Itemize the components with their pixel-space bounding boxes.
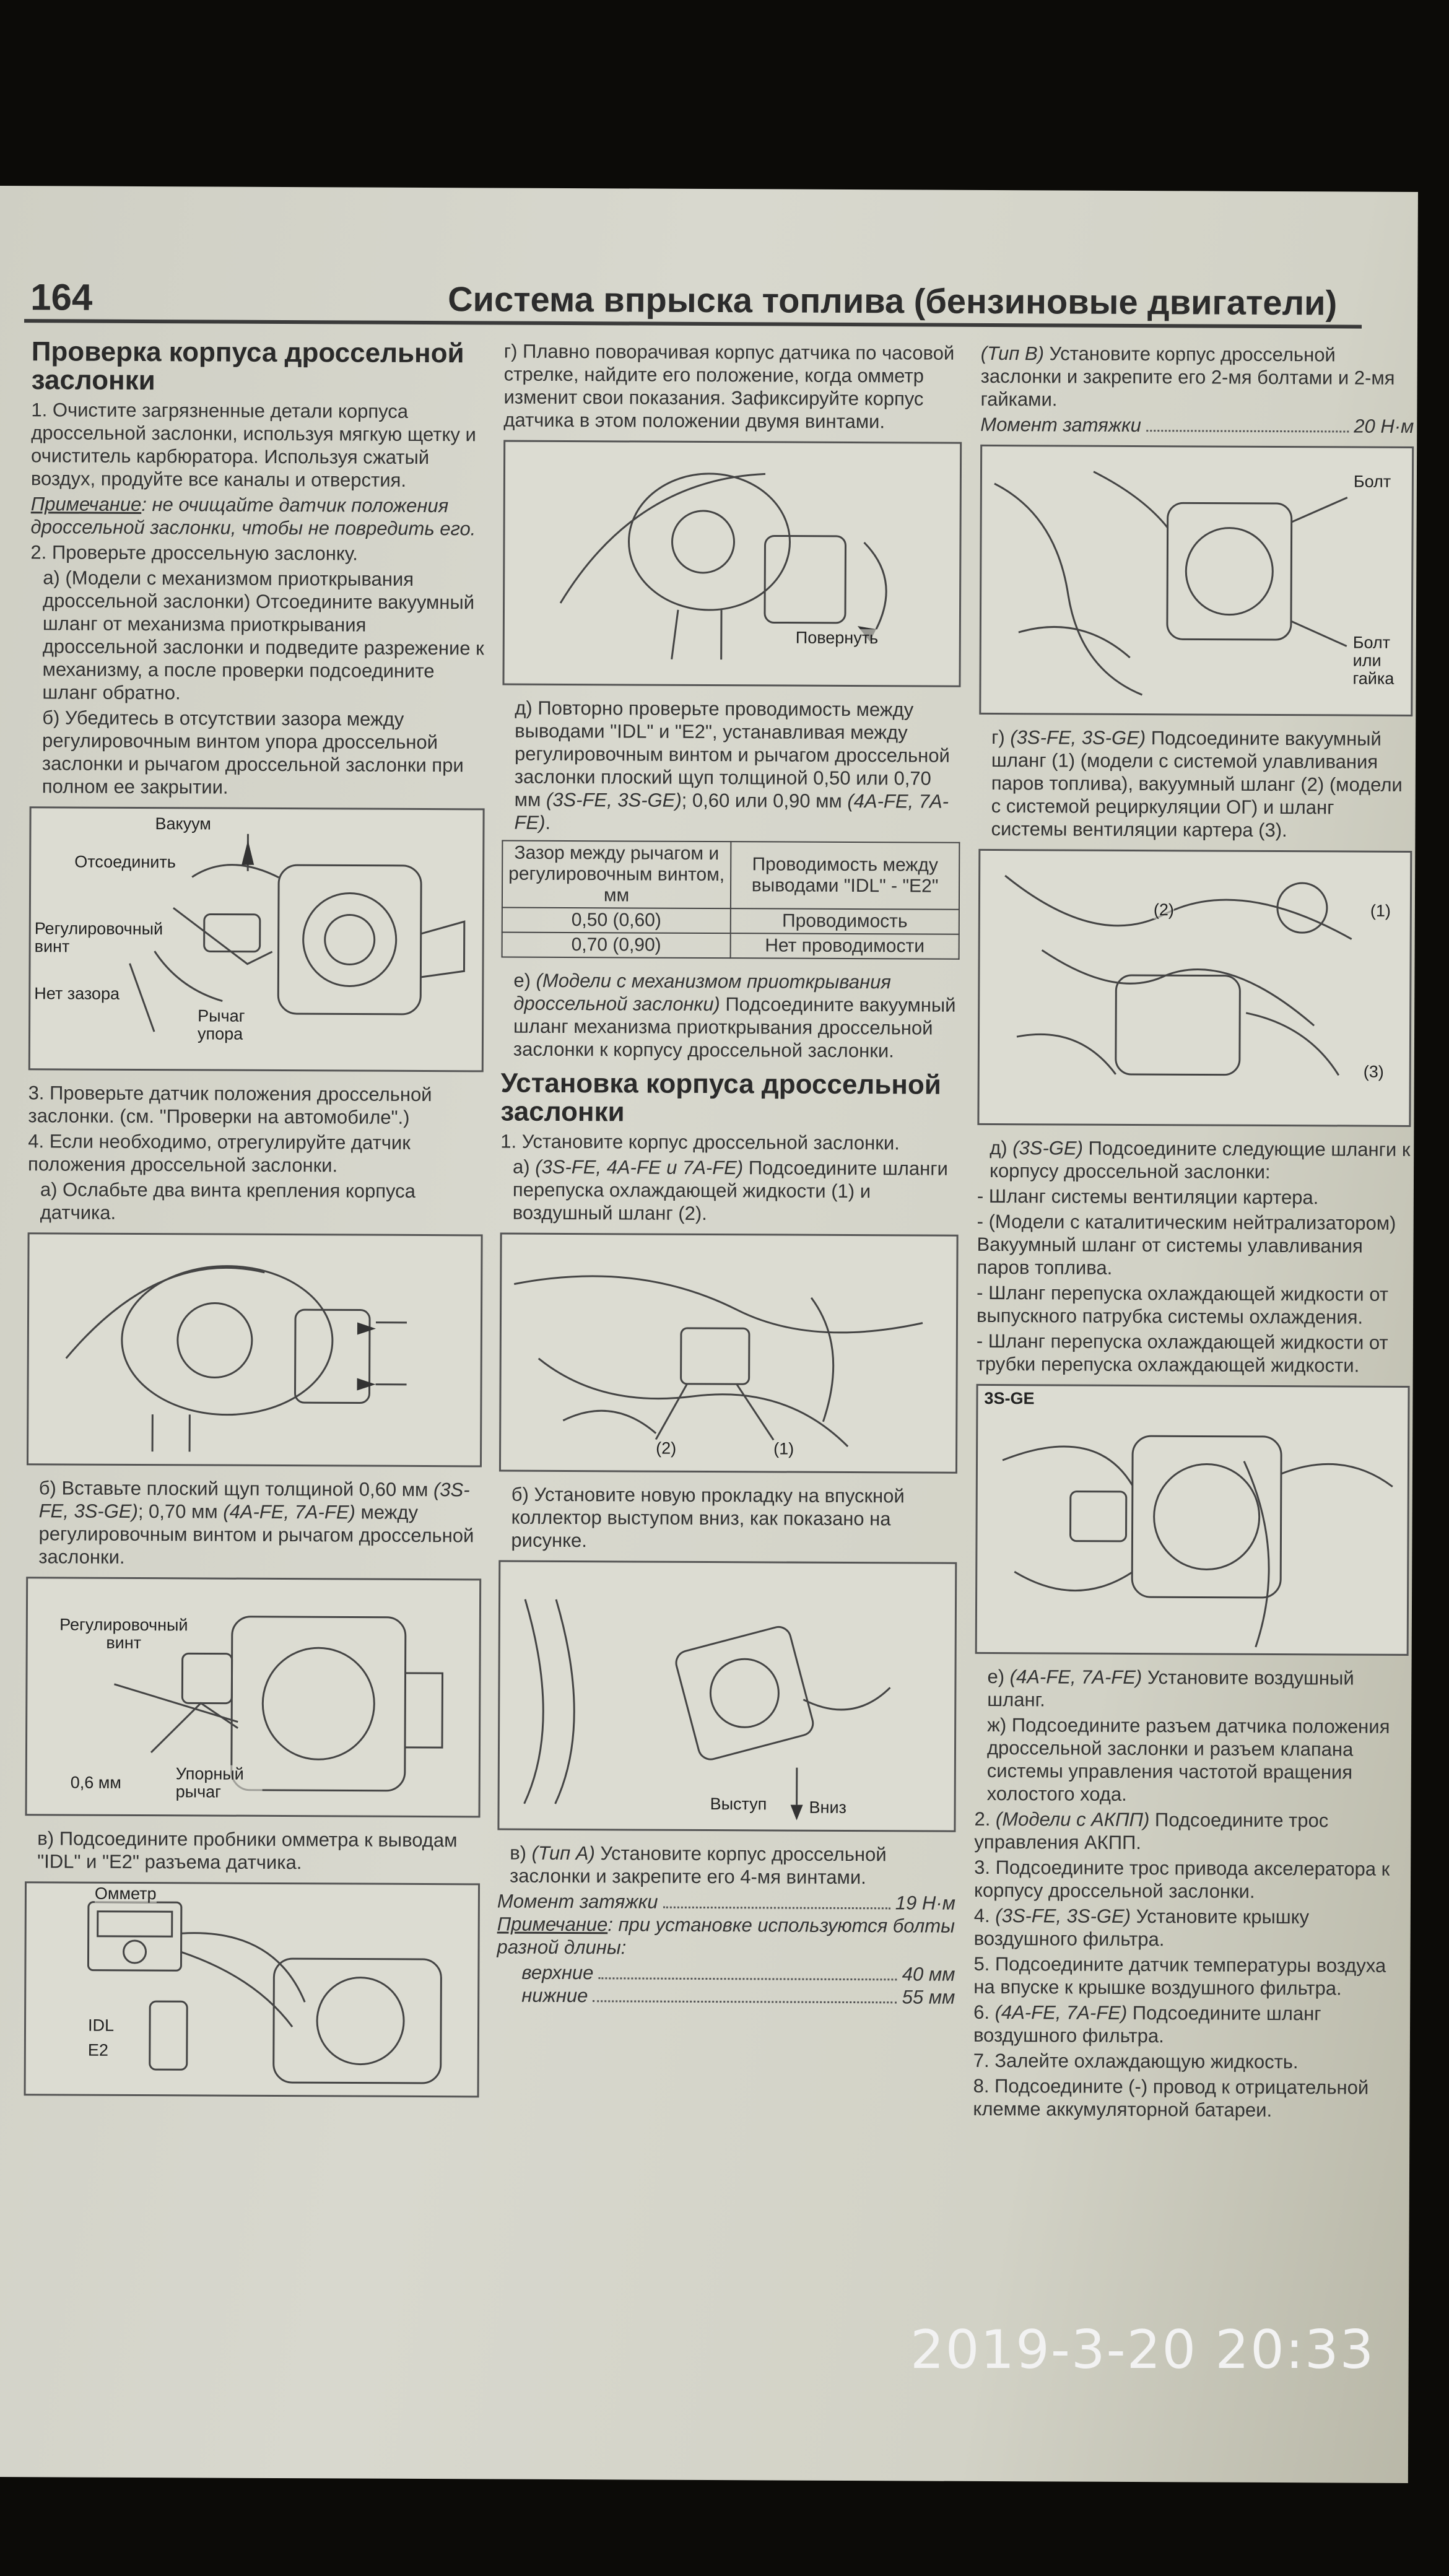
figure-sensor-screws xyxy=(27,1232,483,1467)
label-no-gap: Нет зазора xyxy=(34,984,120,1003)
paragraph: г) (3S-FE, 3S-GE) Подсоедините вакуумный шланг (1) (модели с системой улавливания паров топлива), вакуумный шланг (2) (модели с системой рециркуляции ОГ) и шланг системы вентиляции картера (3). xyxy=(991,726,1403,842)
label-disconnect: Отсоединить xyxy=(74,852,176,872)
paragraph: 8. Подсоедините (-) провод к отрицательной клемме аккумуляторной батареи. xyxy=(973,2074,1369,2121)
paragraph: а) (Модели с механизмом приоткрывания дроссельной заслонки) Отсоедините вакуумный шланг от механизма приоткрывания дроссельной заслонки и подведите разрежение к механизму, а после проверки подсоедините шланг обратно. xyxy=(42,567,484,704)
label-hose-3: (3) xyxy=(1363,1062,1384,1081)
figure-bolts xyxy=(979,445,1414,716)
note: Примечание: при установке используются болты разной длины: xyxy=(497,1913,955,1959)
sensor-drawing xyxy=(28,1234,483,1465)
label-terminal-idl: IDL xyxy=(87,2016,115,2035)
vacuum-hoses-drawing xyxy=(979,851,1412,1125)
label-adjust-screw: Регулировочный винт xyxy=(34,919,163,956)
ohmmeter-drawing xyxy=(26,1883,480,2095)
column-1 xyxy=(24,337,486,2108)
paragraph: 7. Залейте охлаждающую жидкость. xyxy=(973,2049,1299,2073)
paragraph: в) Подсоедините пробники омметра к выводам "IDL" и "E2" разъема датчика. xyxy=(37,1827,458,1874)
book-page xyxy=(0,186,1418,2483)
figure-ohmmeter xyxy=(24,1881,481,2097)
paragraph: 6. (4A-FE, 7A-FE) Подсоедините шланг воздушного фильтра. xyxy=(973,2001,1321,2047)
label-ohmmeter: Омметр xyxy=(94,1884,157,1904)
column-2 xyxy=(497,340,962,2009)
gasket-drawing xyxy=(499,1562,957,1830)
label-stop-lever: Упорный рычаг xyxy=(176,1765,263,1801)
list-item: - Шланг системы вентиляции картера. xyxy=(977,1185,1319,1209)
label-rotate: Повернуть xyxy=(795,628,879,648)
label-protrusion: Выступ xyxy=(710,1795,767,1814)
photo-timestamp: 2019-3-20 20:33 xyxy=(910,2319,1375,2381)
3sge-drawing xyxy=(977,1386,1410,1654)
list-item: - Шланг перепуска охлаждающей жидкости от выпускного патрубка системы охлаждения. xyxy=(976,1281,1389,1328)
rotate-sensor-drawing xyxy=(505,442,962,685)
figure-throttle-vacuum xyxy=(28,806,485,1072)
table-row: 0,70 (0,90) Нет проводимости xyxy=(502,933,959,959)
label-adjust-screw: Регулировочный винт xyxy=(53,1616,195,1652)
paragraph: д) Повторно проверьте проводимость между выводами "IDL" и "E2", устанавливая между регулировочным винтом и рычагом дроссельной заслонки плоский щуп толщиной 0,50 или 0,70 мм (3S-FE, 3S-GE); 0,60 или 0,90 мм (4A-FE, 7A-FE). xyxy=(514,697,950,833)
paragraph: 5. Подсоедините датчик температуры воздуха на впуске к крышке воздушного фильтра. xyxy=(973,1952,1386,1999)
paragraph: г) Плавно поворачивая корпус датчика по часовой стрелке, найдите его положение, когда омметр изменит свои показания. Зафиксируйте корпус датчика в этом положении двумя винтами. xyxy=(503,340,955,433)
paragraph: в) (Тип А) Установите корпус дроссельной заслонки и закрепите его 4-мя винтами. xyxy=(510,1842,887,1889)
figure-feeler-gauge xyxy=(25,1577,482,1817)
label-vacuum: Вакуум xyxy=(155,814,211,833)
bolts-drawing xyxy=(981,446,1414,715)
column-3 xyxy=(973,342,1414,2125)
figure-rotate-sensor xyxy=(502,440,962,687)
paragraph: б) Вставьте плоский щуп толщиной 0,60 мм (3S-FE, 3S-GE); 0,70 мм (4A-FE, 7A-FE) между регулировочным винтом и рычагом дроссельной заслонки. xyxy=(38,1477,474,1568)
paragraph: а) Ослабьте два винта крепления корпуса датчика. xyxy=(40,1178,416,1224)
paragraph: 2. Проверьте дроссельную заслонку. xyxy=(30,541,358,565)
label-engine-3sge: 3S-GE xyxy=(984,1388,1035,1408)
page-number: 164 xyxy=(30,276,93,318)
label-hose-2: (2) xyxy=(656,1438,677,1458)
paragraph: б) Убедитесь в отсутствии зазора между регулировочным винтом упора дроссельной заслонки и рычагом дроссельной заслонки при полном ее закрытии. xyxy=(41,707,464,798)
paragraph: б) Установите новую прокладку на впускной коллектор выступом вниз, как показано на рисунке. xyxy=(511,1483,905,1552)
bolt-length-upper: верхние 40 мм xyxy=(521,1961,955,1985)
paragraph: е) (Модели с механизмом приоткрывания дроссельной заслонки) Подсоедините вакуумный шланг механизма приоткрывания дроссельной заслонки к корпусу дроссельной заслонки. xyxy=(513,969,956,1062)
table-row: 0,50 (0,60) Проводимость xyxy=(502,908,959,934)
label-stop-lever: Рычаг упора xyxy=(198,1007,266,1043)
bolt-length-lower: нижние 55 мм xyxy=(521,1984,955,2008)
paragraph: (Тип В) Установите корпус дроссельной заслонки и закрепите его 2-мя болтами и 2-мя гайками. xyxy=(980,342,1395,411)
label-hose-1: (1) xyxy=(1370,901,1391,920)
paragraph: 3. Проверьте датчик положения дроссельной заслонки. (см. "Проверки на автомобиле".) xyxy=(28,1082,432,1128)
label-terminal-e2: E2 xyxy=(87,2040,108,2060)
label-down: Вниз xyxy=(809,1798,847,1817)
table-header-gap: Зазор между рычагом и регулировочным винтом, мм xyxy=(502,841,731,909)
paragraph: д) (3S-GE) Подсоедините следующие шланги к корпусу дроссельной заслонки: xyxy=(989,1136,1411,1183)
paragraph: 2. (Модели с АКПП) Подсоедините трос управления АКПП. xyxy=(974,1808,1329,1854)
coolant-hoses-drawing xyxy=(501,1235,959,1472)
figure-gasket xyxy=(497,1560,957,1832)
paragraph: 4. Если необходимо, отрегулируйте датчик положения дроссельной заслонки. xyxy=(28,1130,411,1177)
conductivity-table xyxy=(502,840,960,960)
figure-coolant-hoses xyxy=(499,1233,959,1474)
torque-spec: Момент затяжки 20 Н·м xyxy=(980,413,1414,437)
label-bolt: Болт xyxy=(1353,472,1391,491)
list-item: - (Модели с каталитическим нейтрализатором) Вакуумный шланг от системы улавливания паров топлива. xyxy=(977,1210,1396,1279)
label-hose-2: (2) xyxy=(1153,900,1174,920)
torque-spec: Момент затяжки 19 Н·м xyxy=(497,1890,955,1914)
paragraph: 3. Подсоедините трос привода акселератора к корпусу дроссельной заслонки. xyxy=(973,1856,1390,1902)
figure-3sge xyxy=(975,1384,1410,1656)
list-item: - Шланг перепуска охлаждающей жидкости от трубки перепуска охлаждающей жидкости. xyxy=(976,1329,1388,1377)
note: Примечание: не очищайте датчик положения дроссельной заслонки, чтобы не повредить его. xyxy=(30,493,476,540)
paragraph: 1. Очистите загрязненные детали корпуса дроссельной заслонки, используя мягкую щетку и очиститель карбюратора. Используя сжатый воздух, продуйте все каналы и отверстия. xyxy=(30,399,476,491)
label-bolt-or-nut: Болт или гайка xyxy=(1352,634,1408,688)
paragraph: а) (3S-FE, 4A-FE и 7A-FE) Подсоедините шланги перепуска охлаждающей жидкости (1) и воздушный шланг (2). xyxy=(512,1155,948,1224)
label-hose-1: (1) xyxy=(773,1439,794,1458)
paragraph: 4. (3S-FE, 3S-GE) Установите крышку воздушного фильтра. xyxy=(973,1904,1310,1951)
section-heading-check: Проверка корпуса дроссельной заслонки xyxy=(31,336,464,396)
section-heading-install: Установка корпуса дроссельной заслонки xyxy=(500,1068,941,1128)
paragraph: ж) Подсоедините разъем датчика положения дроссельной заслонки и разъем клапана системы управления частотой вращения холостого хода. xyxy=(986,1713,1390,1805)
page-header xyxy=(24,276,1362,328)
label-gauge-thickness: 0,6 мм xyxy=(70,1773,121,1792)
figure-vacuum-hoses xyxy=(977,849,1412,1127)
table-header-conductivity: Проводимость между выводами "IDL" - "E2" xyxy=(731,842,959,910)
page-title: Система впрыска топлива (бензиновые двигатели) xyxy=(448,279,1338,323)
paragraph: 1. Установите корпус дроссельной заслонки. xyxy=(500,1130,900,1154)
paragraph: е) (4A-FE, 7A-FE) Установите воздушный шланг. xyxy=(987,1665,1354,1711)
